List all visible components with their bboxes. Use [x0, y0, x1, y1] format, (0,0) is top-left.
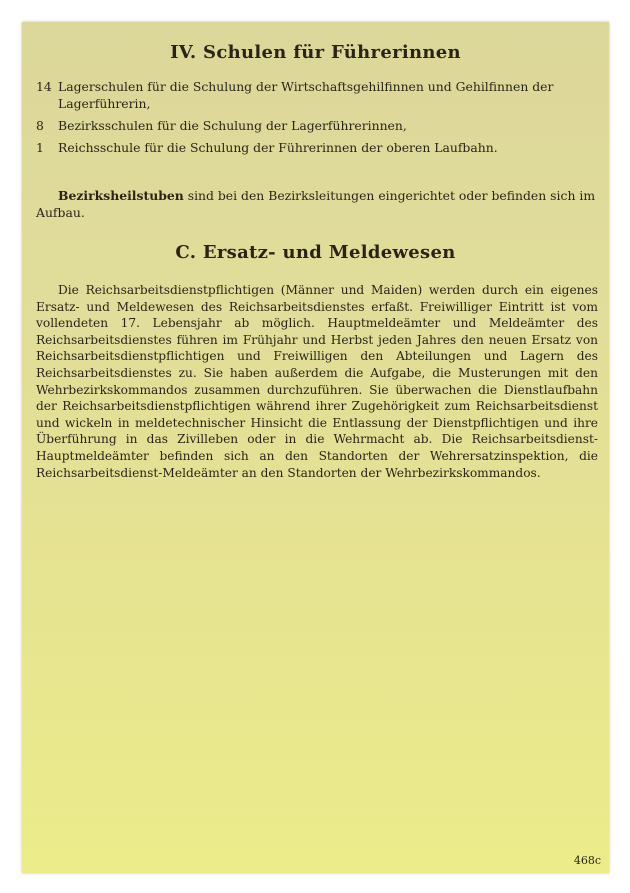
- page-number: 468c: [573, 854, 601, 867]
- list-item-count: 8: [36, 118, 44, 133]
- list-item-text: Reichsschule für die Schulung der Führerinnen der oberen Laufbahn.: [58, 140, 498, 155]
- list-item-text: Lagerschulen für die Schulung der Wirtschaftsgehilfinnen und Gehilfinnen der Lagerführerin,: [58, 79, 554, 111]
- document-page: [22, 22, 609, 873]
- list-item: [36, 139, 598, 156]
- list-item: [36, 78, 598, 112]
- heilstuben-note: [36, 187, 598, 221]
- note-bold-term: Bezirksheilstuben: [58, 188, 184, 203]
- list-item-count: 14: [36, 79, 52, 94]
- list-item-text: Bezirksschulen für die Schulung der Lagerführerinnen,: [58, 118, 407, 133]
- list-item-count: 1: [36, 140, 44, 155]
- list-item: [36, 117, 598, 134]
- schools-list: [36, 78, 598, 161]
- note-text: sind bei den Bezirksleitungen eingerichtet oder befinden sich im Aufbau.: [36, 188, 596, 220]
- body-paragraph: Die Reichsarbeitsdienstpflichtigen (Männer und Maiden) werden durch ein eigenes Ersatz- und Meldewesen des Reichsarbeitsdienstes erfaßt. Freiwilliger Eintritt ist vom vollendeten 17. Lebensjahr ab möglich. Hauptmeldeämter und Meldeämter des Reichsarbeitsdienstes führen im Frühjahr und Herbst jeden Jahres den neuen Ersatz von Reichsarbeitsdienstpflichtigen und Freiwilligen den Abteilungen und Lagern des Reichsarbeitsdienstes zu. Sie haben außerdem die Aufgabe, die Musterungen mit den Wehrbezirkskommandos zusammen durchzuführen. Sie überwachen die Dienstlaufbahn der Reichsarbeitsdienstpflichtigen während ihrer Zugehörigkeit zum Reichsarbeitsdienst und wickeln in meldetechnischer Hinsicht die Entlassung der Dienstpflichtigen und ihre Überführung in das Zivilleben oder in die Wehrmacht ab. Die Reichsarbeitsdienst-Hauptmeldeämter befinden sich an den Standorten der Wehrersatzinspektion, die Reichsarbeitsdienst-Meldeämter an den Standorten der Wehrbezirkskommandos.: [36, 283, 598, 480]
- section-iv-heading: IV. Schulen für Führerinnen: [170, 42, 461, 63]
- section-c-heading: C. Ersatz- und Meldewesen: [175, 242, 456, 263]
